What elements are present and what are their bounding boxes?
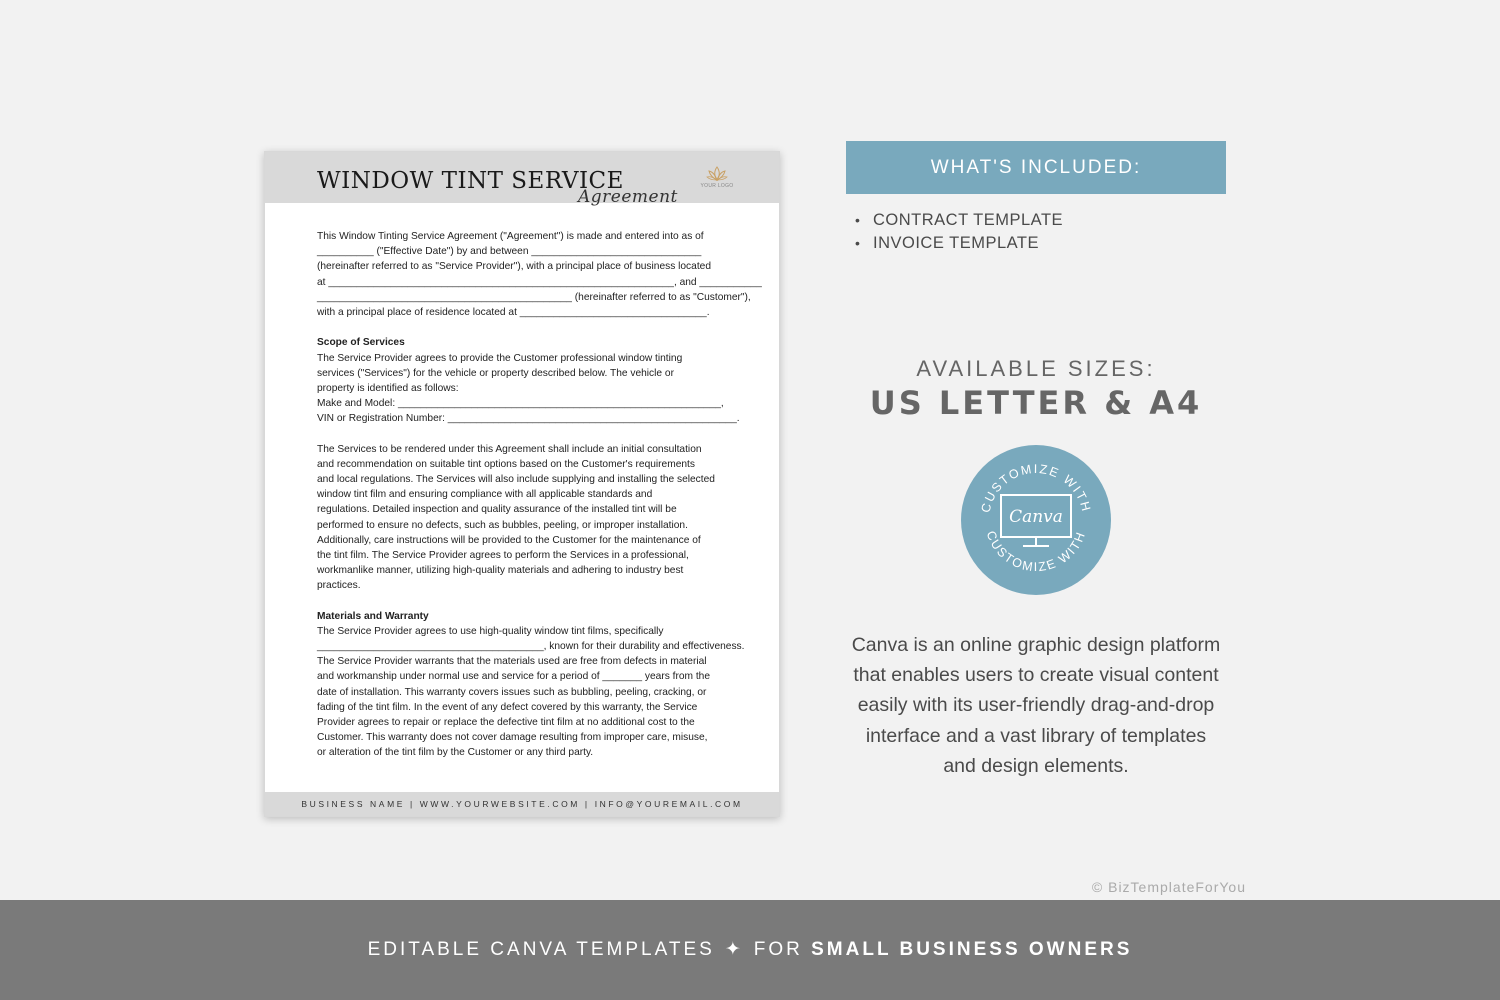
badge-canva-text: Canva bbox=[1009, 507, 1063, 527]
document-text-line: date of installation. This warranty covers issues such as bubbling, peeling, cracking, or bbox=[317, 686, 707, 698]
description-line: and design elements. bbox=[943, 754, 1129, 777]
document-text-line: practices. bbox=[317, 580, 361, 592]
badge-ring-text-bottom: CUSTOMIZE WITH bbox=[983, 529, 1089, 575]
customize-with-canva-badge bbox=[961, 445, 1111, 595]
included-item: • CONTRACT TEMPLATE bbox=[855, 209, 1063, 232]
document-footer: BUSINESS NAME | WWW.YOURWEBSITE.COM | INFO@YOUREMAIL.COM bbox=[265, 792, 779, 816]
document-text-line: _____________________________________________ (hereinafter referred to as "Customer"), bbox=[317, 291, 751, 303]
bottom-banner-part2: FOR bbox=[753, 939, 803, 960]
document-text-line: Make and Model: _________________________________________________________, bbox=[317, 398, 724, 410]
logo-placeholder-text: YOUR LOGO bbox=[700, 183, 734, 189]
document-text-line: The Service Provider agrees to use high-quality window tint films, specifically bbox=[317, 625, 664, 637]
document-text-line: regulations. Detailed inspection and quality assurance of the installed tint will be bbox=[317, 504, 677, 516]
document-text-line: and recommendation on suitable tint options based on the Customer's requirements bbox=[317, 458, 695, 470]
description-line: Canva is an online graphic design platform bbox=[851, 634, 1221, 656]
bottom-banner-part1: EDITABLE CANVA TEMPLATES bbox=[367, 939, 715, 960]
document-text-line: or alteration of the tint film by the Customer or any third party. bbox=[317, 747, 594, 759]
copyright-text: © BizTemplateForYou bbox=[1091, 879, 1246, 895]
document-logo bbox=[699, 166, 735, 189]
available-sizes-label: AVAILABLE SIZES: bbox=[916, 356, 1156, 381]
services-paragraph bbox=[317, 442, 730, 594]
document-text-line: __________ ("Effective Date") by and between ______________________________ bbox=[317, 246, 702, 258]
bottom-banner bbox=[0, 900, 1500, 1000]
description-line: interface and a vast library of templates bbox=[865, 724, 1207, 747]
document-text-line: Additionally, care instructions will be provided to the Customer for the maintenance of bbox=[317, 534, 701, 546]
included-list bbox=[855, 209, 1063, 255]
document-text-line: fading of the tint film. In the event of any defect covered by this warranty, the Service bbox=[317, 701, 698, 713]
document-text-line: (hereinafter referred to as "Service Provider"), with a principal place of business located bbox=[317, 261, 711, 273]
document-text-line: This Window Tinting Service Agreement ("Agreement") is made and entered into as of bbox=[317, 231, 704, 242]
document-text-line: and local regulations. The Services will also include supplying and installing the selected bbox=[317, 474, 715, 485]
materials-heading: Materials and Warranty bbox=[317, 610, 429, 622]
document-body bbox=[317, 229, 762, 761]
scope-heading: Scope of Services bbox=[317, 337, 405, 349]
bullet-icon: • bbox=[855, 212, 861, 228]
included-item: • INVOICE TEMPLATE bbox=[855, 232, 1063, 255]
description-line: easily with its user-friendly drag-and-drop bbox=[857, 694, 1215, 717]
intro-paragraph bbox=[317, 229, 762, 320]
document-subtitle: Agreement bbox=[578, 187, 678, 207]
whats-included-banner: WHAT'S INCLUDED: bbox=[846, 141, 1226, 194]
available-sizes-value: US LETTER & A4 bbox=[869, 384, 1203, 422]
document-text-line: VIN or Registration Number: ___________________________________________________. bbox=[317, 413, 740, 425]
document-text-line: ________________________________________, known for their durability and effectiveness. bbox=[317, 641, 745, 653]
bottom-banner-part3: SMALL BUSINESS OWNERS bbox=[811, 939, 1133, 960]
document-text-line: workmanlike manner, utilizing high-quality materials and adhering to industry best bbox=[317, 565, 684, 577]
canva-description bbox=[806, 630, 1266, 781]
document-text-line: The Service Provider warrants that the materials used are free from defects in material bbox=[317, 656, 707, 668]
document-text-line: The Services to be rendered under this Agreement shall include an initial consultation bbox=[317, 443, 702, 455]
document-text-line: The Service Provider agrees to provide the Customer professional window tinting bbox=[317, 352, 683, 364]
sparkle-icon: ✦ bbox=[724, 939, 744, 960]
document-text-line: at _____________________________________________________________, and ___________ bbox=[317, 276, 762, 288]
lotus-logo-icon bbox=[706, 166, 728, 182]
document-header bbox=[265, 152, 779, 207]
scope-paragraph bbox=[317, 351, 740, 427]
description-line: that enables users to create visual content bbox=[853, 664, 1219, 687]
document-text-line: property is identified as follows: bbox=[317, 382, 459, 394]
materials-paragraph bbox=[317, 624, 745, 761]
document-text-line: and workmanship under normal use and service for a period of _______ years from the bbox=[317, 671, 711, 683]
document-text-line: window tint film and ensuring compliance with all applicable standards and bbox=[317, 489, 653, 501]
document-text-line: with a principal place of residence located at _________________________________. bbox=[317, 306, 710, 318]
badge-ring-text-top: CUSTOMIZE WITH bbox=[978, 461, 1094, 515]
document-text-line: performed to ensure no defects, such as bubbles, peeling, or improper installation. bbox=[317, 519, 688, 531]
document-text-line: services ("Services") for the vehicle or property described below. The vehicle or bbox=[317, 367, 674, 379]
document-text-line: the tint film. The Service Provider agrees to perform the Services in a professional, bbox=[317, 549, 689, 561]
bullet-icon: • bbox=[855, 235, 861, 251]
document-title: WINDOW TINT SERVICE bbox=[317, 168, 624, 194]
document-preview bbox=[264, 151, 780, 817]
document-text-line: Customer. This warranty does not cover damage resulting from improper care, misuse, bbox=[317, 732, 708, 744]
document-text-line: Provider agrees to repair or replace the defective tint film at no additional cost to the bbox=[317, 717, 695, 728]
